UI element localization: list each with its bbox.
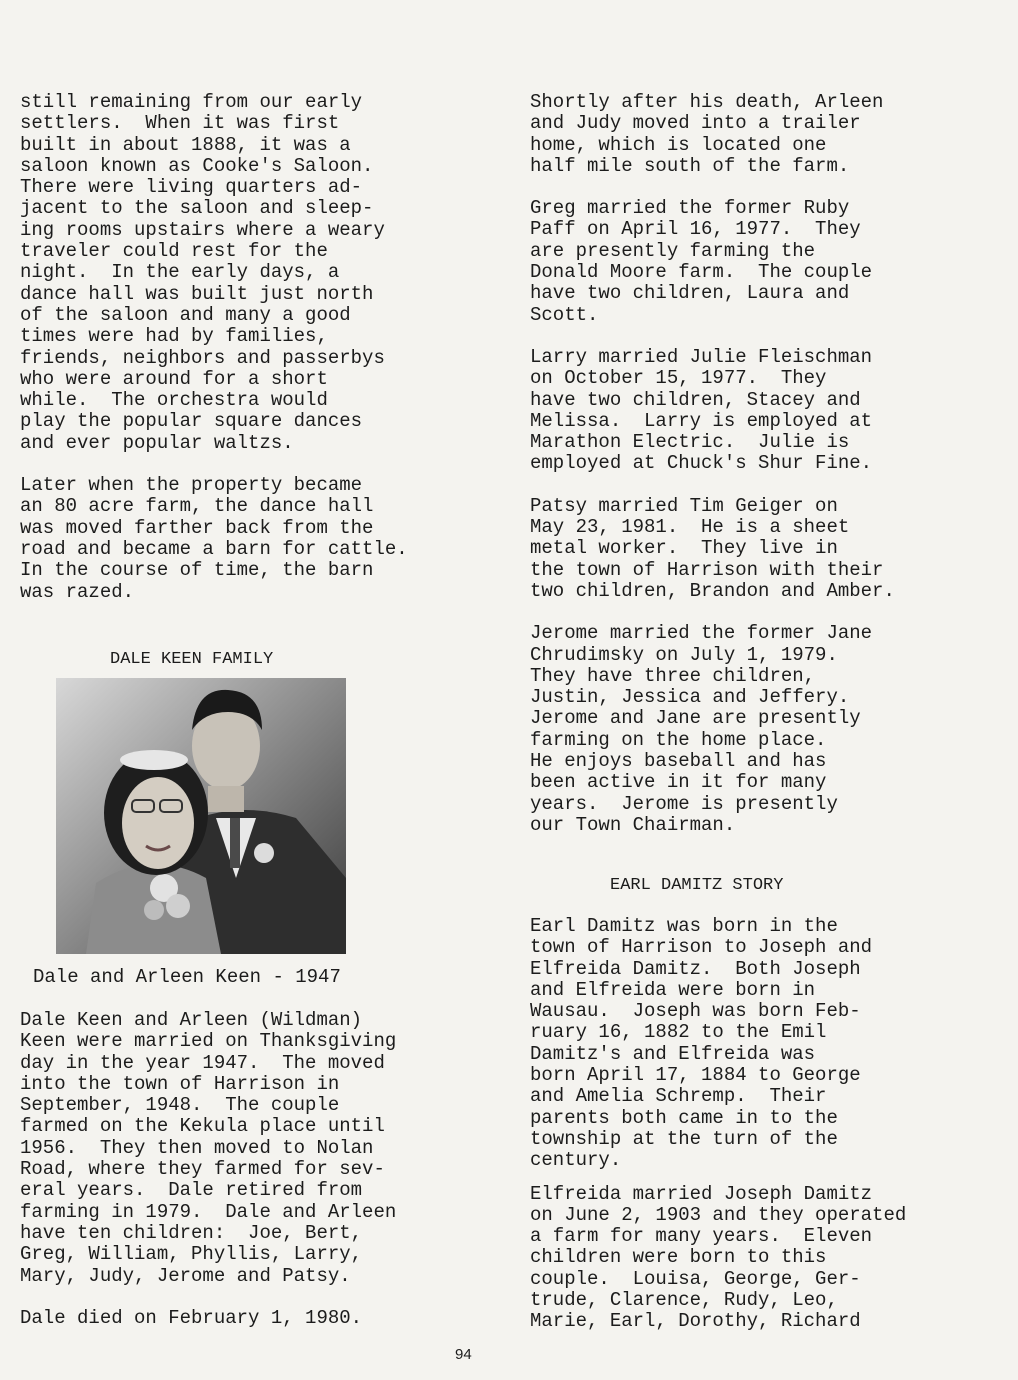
larry-paragraph: Larry married Julie Fleischman on October 15, 1977. They have two children, Stacey and Melissa. Larry is employed at Marathon Electric. Julie is employed at Chuck's Shur Fine. xyxy=(530,345,873,475)
elfreida-paragraph: Elfreida married Joseph Damitz on June 2, 1903 and they operated a farm for many years. Eleven children were born to this couple. Louisa, George, Ger- trude, Clarence, Rudy, Leo, Marie, Earl, Dorothy, Richard xyxy=(530,1182,907,1333)
left-column xyxy=(20,92,470,603)
right-column xyxy=(530,92,970,836)
saloon-history-paragraph: still remaining from our early settlers. When it was first built in about 1888, it was a saloon known as Cooke's Saloon. There were living quarters ad- jacent to the saloon and sleep- ing rooms upstairs where a weary traveler could rest for the night. In the early days, a dance hall was built just north of the saloon and many a good times were had by families, friends, neighbors and passerbys who were around for a short while. The orchestra would play the popular square dances and ever popular waltzs. xyxy=(20,91,385,454)
earl-damitz-heading: EARL DAMITZ STORY xyxy=(610,876,784,895)
dale-keen-family-heading: DALE KEEN FAMILY xyxy=(110,650,274,669)
wedding-photo xyxy=(56,678,346,954)
page-number: 94 xyxy=(455,1346,472,1363)
dale-death-paragraph: Dale died on February 1, 1980. xyxy=(20,1306,363,1329)
jerome-paragraph: Jerome married the former Jane Chrudimsky on July 1, 1979. They have three children, Justin, Jessica and Jeffery. Jerome and Jane are presently farming on the home place. He enjoys baseball and has been active in it for many years. Jerome is presently our Town Chairman. xyxy=(530,622,873,836)
barn-paragraph: Later when the property became an 80 acre farm, the dance hall was moved farther back from the road and became a barn for cattle. In the course of time, the barn was razed. xyxy=(20,474,408,603)
photo-caption: Dale and Arleen Keen - 1947 xyxy=(33,966,341,988)
left-column-lower xyxy=(20,1010,470,1329)
trailer-paragraph: Shortly after his death, Arleen and Judy moved into a trailer home, which is located one half mile south of the farm. xyxy=(530,91,884,177)
earl-damitz-paragraph: Earl Damitz was born in the town of Harrison to Joseph and Elfreida Damitz. Both Joseph and Elfreida were born in Wausau. Joseph was born Feb- ruary 16, 1882 to the Emil Damitz's and Elfreida was born April 17, 1884 to George and Amelia Schremp. Their parents both came in to the township at the turn of the century. xyxy=(530,915,873,1172)
right-column-lower xyxy=(530,916,970,1333)
greg-paragraph: Greg married the former Ruby Paff on April 16, 1977. They are presently farming the Donald Moore farm. The couple have two children, Laura and Scott. xyxy=(530,197,873,326)
patsy-paragraph: Patsy married Tim Geiger on May 23, 1981. He is a sheet metal worker. They live in the town of Harrison with their two children, Brandon and Amber. xyxy=(530,494,895,602)
dale-keen-paragraph: Dale Keen and Arleen (Wildman) Keen were married on Thanksgiving day in the year 1947. The moved into the town of Harrison in September, 1948. The couple farmed on the Kekula place until 1956. They then moved to Nolan Road, where they farmed for sev- eral years. Dale retired from farming in 1979. Dale and Arleen have ten children: Joe, Bert, Greg, William, Phyllis, Larry, Mary, Judy, Jerome and Patsy. xyxy=(20,1009,397,1287)
